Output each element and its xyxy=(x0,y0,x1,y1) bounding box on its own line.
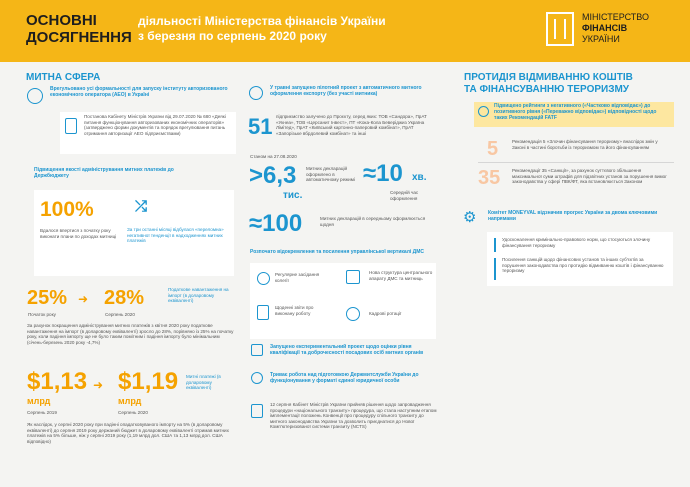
n63-unit: тис. xyxy=(283,190,303,201)
rating-title: Підвищено рейтинги з негативного («Частково відповідає») до позитивного рівня («Переважно відповідає») відповідності щодо таких Рекомендацій FATF xyxy=(494,103,657,121)
page-subtitle: діяльності Міністерства фінансів України з березня по серпень 2020 року xyxy=(138,14,386,43)
checklist-icon xyxy=(251,344,263,356)
moneyval-title: Комітет MONEYVAL відзначив прогрес України за двома ключовими напрямами xyxy=(488,210,658,222)
gear-icon xyxy=(251,372,263,384)
mv2-text: Посилення санкцій щодо фінансових установ та інших суб'єктів за порушення законодавства про протидію відмиванню коштів і фінансуванню тероризму xyxy=(502,257,664,274)
n10-text: Середній час оформлення xyxy=(390,190,419,201)
report-icon xyxy=(257,305,269,320)
amount2-unit: млрд xyxy=(118,396,142,406)
pct100-text: Вдалося впертися з початку року виконати плани по доходах митниці xyxy=(40,228,117,239)
pct25-value: 25% xyxy=(27,287,68,309)
meeting-icon xyxy=(257,272,270,285)
pct28-side: Податкове навантаження на імпорт (в доларовому еквіваленті) xyxy=(168,287,229,304)
pct28-value: 28% xyxy=(104,287,145,309)
n5-text: Рекомендація 5 «Злочин фінансування тероризму» внаслідок змін у Законі в частині боротьби із тероризмом та його фінансуванням xyxy=(512,139,658,150)
amount-side: Митні платежі (в доларовому еквіваленті) xyxy=(186,374,221,391)
n51-text: підприємство залучено до Проєкту, серед яких: ТОВ «Сандора», ПрАТ «Укнеа», ТОВ «Церсанит Інвест», ПТ «Кока-Кола Беверіджиз Україна Лімітед», ПрАТ «Київський картонно-паперовий комбінат», ПрАТ «Запорізьке вбрдолевий комбінат» та інші xyxy=(276,114,427,136)
n100-value: ≈100 xyxy=(249,210,303,237)
n10-unit: хв. xyxy=(412,172,427,183)
sep-title: Розпочато відокремлення та посилення управлінської вертикалі ДМС xyxy=(250,249,425,255)
n100-text: Митних декларацій в середньому оформлюється щодня xyxy=(320,216,426,227)
n35-value: 35 xyxy=(478,167,501,189)
amount2-label: Серпень 2020 xyxy=(118,410,148,415)
shuffle-text: За три останні місяці відбулася «переломна» негативної тенденції в надходженнях митних платежів xyxy=(127,227,224,244)
growth-text: За рахунок покращення адміністрування митних платежів з квітня 2020 року податкове навантаження на імпорт (в доларовому еквіваленті) зросло до 28%, порівняно із 25% на початку року, коли падіння імпорту ще не було таким помітним і падіння імпорту було мінімальним (січень-березень 2020 року -4,7%) xyxy=(27,323,234,345)
sep-item-4: Кадрові ротації xyxy=(369,311,402,316)
sep-item-2: Нова структура центрального апарату ДМС та митниць xyxy=(369,270,433,281)
amount1-value: $1,13 xyxy=(27,368,88,395)
shuffle-icon: ⤮ xyxy=(135,198,148,215)
gears-icon: ⚙ xyxy=(463,209,477,226)
arrow-right-icon: ➜ xyxy=(78,292,89,306)
amount1-unit: млрд xyxy=(27,396,51,406)
chart-up-icon xyxy=(478,106,489,117)
n63-value: >6,3 xyxy=(249,162,297,189)
n35-text: Рекомендації 35 «Санкції», за рахунок суттєвого збільшення максимальної суми штрафів для підзвітних установ за порушення вимог законодавства у сфері ПВК/ФТ, яка встановлюється Законом xyxy=(512,168,667,185)
pct25-label: Початок року xyxy=(28,312,56,317)
mv2-marker xyxy=(494,258,496,280)
amount2-value: $1,19 xyxy=(118,368,179,395)
func-title: Триває робота над підготовкою Держмитслужби України до функціонування у форматі єдиної юридичної особи xyxy=(270,372,419,384)
n51-value: 51 xyxy=(248,114,273,139)
quality-title: Підвищення якості адміністрування митних платежів до Держбюджету xyxy=(34,167,174,179)
globe-icon xyxy=(27,88,43,104)
n63-text: Митних декларацій оформлено в автоматичному режимі xyxy=(306,166,355,183)
pct100-value: 100% xyxy=(40,198,94,221)
document-icon xyxy=(65,118,77,134)
rotation-icon xyxy=(346,307,360,321)
aeo-title: Врегульовано усі формальності для запуску інституту авторизованого економічного оператора (АЕО) в Україні xyxy=(50,86,228,98)
trident-logo-icon xyxy=(546,12,574,46)
exp-title: Запущено експериментальний проект щодо оцінки рівня кваліфікації та доброчесності посадових осіб митних органів xyxy=(270,344,424,356)
n5-value: 5 xyxy=(487,138,499,160)
truck-icon xyxy=(249,86,263,100)
pct28-label: Серпень 2020 xyxy=(105,312,135,317)
bottom-text: Як наслідок, у серпні 2020 року при падінні опадатковуваного імпорту на 5% (в доларовому еквіваленті) до серпня 2019 року держаний бюджет в доларовому еквіваленті отримав митних платежів на 5% більше, ніж у серпні 2019 року (1,19 млрд дол. США та 1,13 млрд дол. США відповідно) xyxy=(27,422,229,444)
ncts-text: 12 серпня Кабінет Міністрів України прийняв рішення щодо запровадження процедури «національного транзиту» процедура, що стала наступним етапом імплементації положень Конвенції про процедуру спільного транзиту до митного законодавства України та дозволить приєднатися до Нової Комп'ютеризованої системи транзиту (NCTS) xyxy=(270,402,437,430)
amount1-label: Серпень 2019 xyxy=(27,410,57,415)
structure-icon xyxy=(346,270,360,284)
date-label: Станом на 27.08.2020 xyxy=(250,154,297,159)
aeo-text: Постанова Кабінету Міністрів України від 29.07.2020 № 680 «Деякі питання функціонування авторизованих економічних операторів» (затверджено форми документів та порядок врегулювання питань отримання авторизації АЕО підприємствами) xyxy=(84,114,226,136)
sep-item-3: Щоденні звіти про виконану роботу xyxy=(275,305,314,316)
aml-heading: ПРОТИДІЯ ВІДМИВАННЮ КОШТІВ ТА ФІНАНСУВАННЮ ТЕРОРИЗМУ xyxy=(464,72,633,95)
page-title: ОСНОВНІ ДОСЯГНЕННЯ xyxy=(26,12,132,46)
ministry-name: МІНІСТЕРСТВО ФІНАНСІВ УКРАЇНИ xyxy=(582,12,650,44)
mv1-text: Удосконалення кримінально-правового норм, що стосуються злочину фінансування тероризму xyxy=(502,237,651,248)
n10-value: ≈10 xyxy=(363,160,403,187)
pilot-title: У травні запущено пілотний проект з автоматичного митного оформлення експорту (без участі митника) xyxy=(270,85,422,97)
header-banner xyxy=(0,0,690,62)
decision-icon xyxy=(251,404,263,418)
sep-item-1: Регулярне засідання колегії xyxy=(275,272,320,283)
arrow-right-icon-2: ➜ xyxy=(93,378,104,392)
mv1-marker xyxy=(494,238,496,252)
rating-divider xyxy=(478,162,674,163)
customs-heading: МИТНА СФЕРА xyxy=(26,72,101,83)
